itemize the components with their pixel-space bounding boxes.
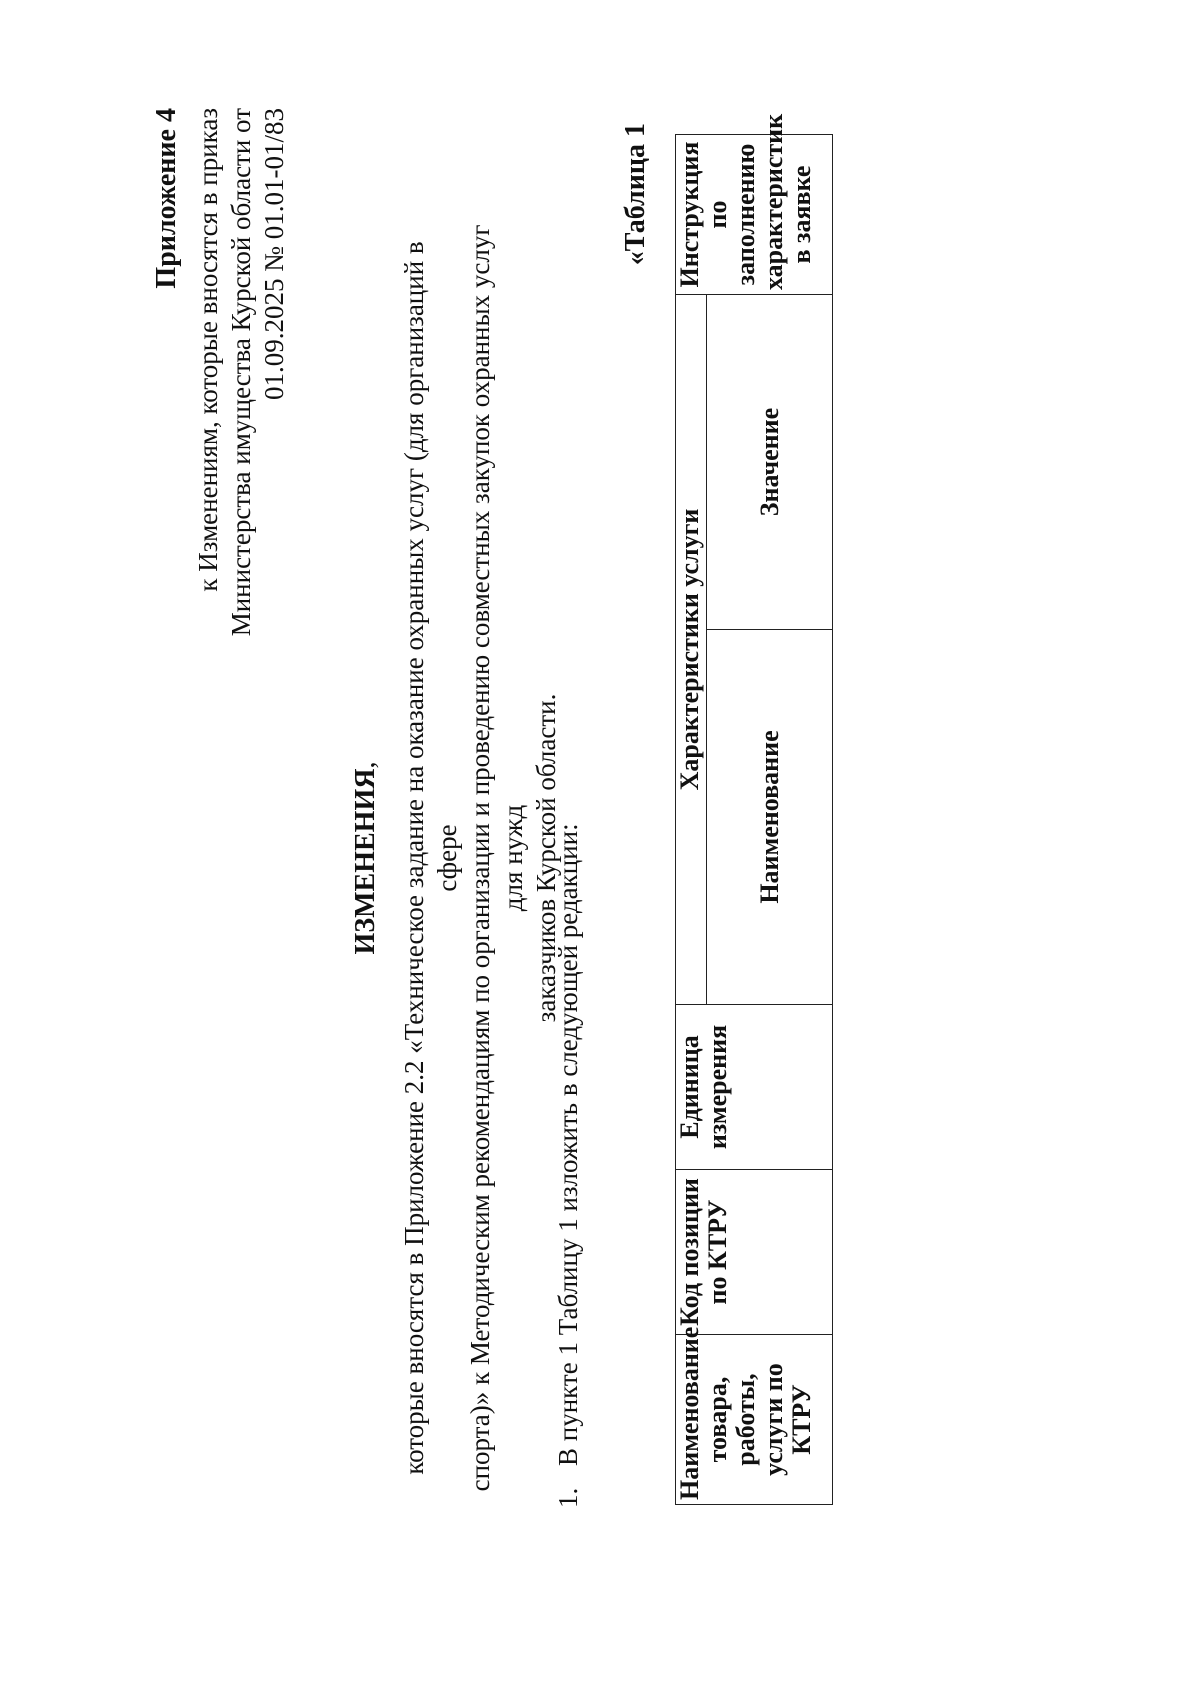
header-instruction: Инструкция по заполнению характеристик в заявке	[676, 135, 833, 295]
subject-line: спорта)» к Методическим рекомендациям по организации и проведению совместных закупок охранных услуг для нужд	[465, 224, 528, 1492]
heading-title: ИЗМЕНЕНИЯ	[350, 768, 381, 955]
appendix-reference-line: 01.09.2025 № 01.01-01/83	[259, 108, 289, 401]
document-subject	[398, 208, 563, 1508]
characteristics-table	[675, 113, 833, 1505]
header-product-name: Наименование товара, работы, услуги по КТРУ	[676, 1335, 833, 1505]
appendix-reference-line: к Изменениям, которые вносятся в приказ	[193, 108, 223, 592]
subject-line: которые вносятся в Приложение 2.2 «Техническое задание на оказание охранных услуг (для организаций в сфере	[399, 241, 462, 1475]
header-position-code: Код позиции по КТРУ	[676, 1170, 833, 1335]
appendix-title: Приложение 4	[151, 108, 182, 289]
subject-line: заказчиков Курской области.	[531, 693, 561, 1023]
subheader-value: Значение	[707, 295, 833, 630]
heading-comma: ,	[350, 761, 381, 769]
item-text: В пункте 1 Таблицу 1 изложить в следующей редакции:	[553, 823, 583, 1466]
header-service-characteristics: Характеристики услуги	[676, 295, 707, 1005]
table-label: «Таблица 1	[620, 123, 651, 266]
appendix-reference-line: Министерства имущества Курской области от	[226, 108, 256, 637]
document-heading	[350, 58, 382, 1658]
list-item	[553, 823, 584, 1508]
appendix-reference	[192, 108, 291, 768]
item-number: 1.	[553, 1487, 583, 1508]
header-unit: Единица измерения	[676, 1005, 833, 1170]
document-page	[20, 58, 1100, 1658]
subheader-name: Наименование	[707, 630, 833, 1005]
